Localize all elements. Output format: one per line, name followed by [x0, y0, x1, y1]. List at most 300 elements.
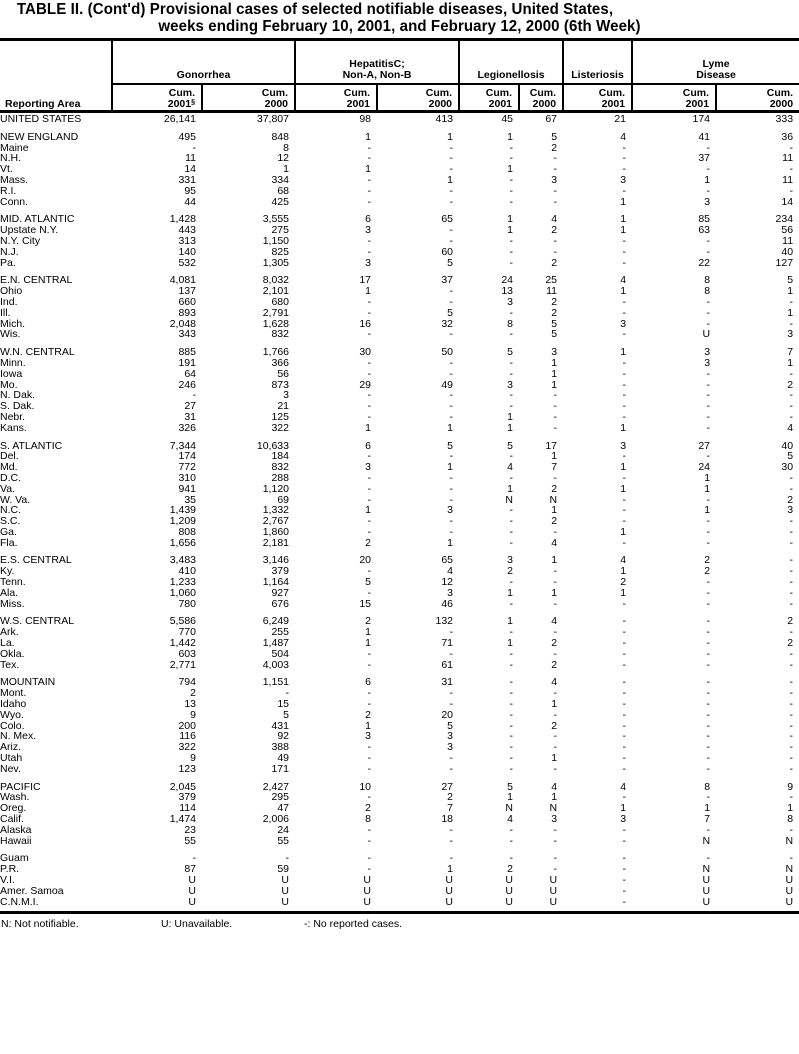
- table-row: [0, 588, 799, 599]
- value-cell: 1: [704, 472, 711, 484]
- value-cell: 1: [447, 462, 454, 473]
- table-row: [0, 225, 799, 236]
- value-cell: -: [706, 852, 711, 865]
- value-cell: 8: [704, 780, 711, 793]
- value-cell: 1,487: [262, 638, 289, 649]
- value-cell: -: [789, 676, 794, 689]
- table-row: [0, 484, 799, 495]
- region-row: [0, 340, 799, 358]
- value-cell: 4,003: [262, 659, 289, 671]
- value-cell: 137: [178, 286, 196, 297]
- value-cell: -: [509, 235, 514, 247]
- value-cell: 1: [507, 792, 514, 804]
- value-cell: -: [706, 731, 711, 743]
- value-cell: -: [192, 142, 196, 154]
- value-cell: -: [706, 709, 711, 721]
- value-cell: -: [553, 472, 558, 484]
- value-cell: 3: [620, 318, 627, 330]
- value-cell: 3: [787, 505, 794, 517]
- value-cell: 1: [620, 422, 627, 434]
- value-cell: -: [192, 390, 196, 402]
- subcolumn-header: [716, 84, 799, 112]
- reporting-area-cell: MOUNTAIN: [0, 676, 56, 689]
- subcolumn-header: [202, 84, 295, 112]
- value-cell: 532: [178, 257, 196, 269]
- subcolumn-year: 2001: [685, 98, 710, 110]
- value-cell: -: [509, 451, 514, 463]
- reporting-area-cell: Mass.: [0, 174, 29, 186]
- value-cell: -: [285, 688, 289, 700]
- value-cell: -: [706, 699, 711, 710]
- value-cell: 30: [781, 462, 794, 473]
- reporting-area-cell: Minn.: [0, 357, 26, 369]
- value-cell: 1: [507, 411, 514, 423]
- value-cell: 5: [551, 318, 558, 330]
- value-cell: 1: [507, 225, 514, 236]
- value-cell: -: [367, 174, 371, 186]
- header-hepatitis-c-line2: Non-A, Non-B: [342, 69, 412, 81]
- value-cell: 4: [787, 422, 794, 434]
- table-row: [0, 197, 799, 208]
- value-cell: -: [706, 422, 711, 434]
- value-cell: 5: [447, 720, 454, 732]
- value-cell: U: [445, 896, 454, 908]
- value-cell: -: [449, 472, 454, 484]
- value-cell: -: [706, 246, 711, 258]
- value-cell: 18: [441, 814, 454, 825]
- value-cell: 1: [787, 803, 794, 815]
- value-cell: -: [622, 379, 627, 391]
- value-cell: 1: [620, 587, 627, 599]
- value-cell: -: [789, 627, 794, 639]
- reporting-area-cell: Utah: [0, 753, 23, 764]
- reporting-area-cell: Mo.: [0, 379, 18, 391]
- region-row: [0, 670, 799, 688]
- value-cell: 1: [447, 174, 454, 186]
- value-cell: 5: [551, 130, 558, 143]
- value-cell: 8: [787, 814, 794, 825]
- subcolumn-year: 2001: [346, 98, 370, 110]
- subcolumn-label: Cum.: [682, 87, 710, 99]
- value-cell: U: [702, 896, 711, 908]
- value-cell: -: [449, 824, 454, 836]
- value-cell: -: [509, 598, 514, 610]
- value-cell: 7: [551, 462, 558, 473]
- value-cell: 1: [507, 213, 514, 226]
- value-cell: 1: [551, 554, 558, 567]
- value-cell: 1: [787, 357, 794, 369]
- reporting-area-cell: Va.: [0, 483, 15, 495]
- value-cell: 37: [441, 274, 454, 287]
- value-cell: -: [706, 763, 711, 775]
- value-cell: 8: [507, 318, 514, 330]
- table-row: [0, 638, 799, 649]
- value-cell: 443: [178, 225, 196, 236]
- value-cell: 15: [277, 699, 289, 710]
- value-cell: -: [367, 824, 371, 836]
- value-cell: -: [789, 699, 794, 710]
- value-cell: 333: [775, 113, 794, 125]
- value-cell: 413: [435, 113, 454, 125]
- reporting-area-cell: Amer. Samoa: [0, 885, 64, 897]
- value-cell: U: [281, 875, 289, 886]
- table-row: [0, 380, 799, 391]
- value-cell: 334: [271, 174, 289, 186]
- reporting-area-cell: D.C.: [0, 472, 21, 484]
- reporting-area-cell: La.: [0, 638, 15, 649]
- value-cell: -: [789, 648, 794, 660]
- value-cell: 9: [787, 780, 794, 793]
- value-cell: 27: [184, 401, 196, 412]
- value-cell: 495: [178, 130, 196, 143]
- value-cell: -: [622, 357, 627, 369]
- reporting-area-cell: Del.: [0, 451, 19, 463]
- value-cell: -: [789, 526, 794, 538]
- footnote-marker: §: [191, 99, 195, 106]
- reporting-area-cell: E.N. CENTRAL: [0, 274, 73, 287]
- value-cell: -: [622, 494, 627, 506]
- value-cell: U: [785, 896, 794, 908]
- value-cell: -: [367, 411, 371, 423]
- value-cell: 5: [507, 346, 514, 358]
- value-cell: -: [509, 185, 514, 197]
- value-cell: 68: [277, 185, 289, 197]
- value-cell: U: [549, 875, 558, 886]
- value-cell: 2: [704, 566, 711, 578]
- table-footnotes: [0, 914, 799, 930]
- value-cell: 125: [271, 411, 289, 423]
- value-cell: 275: [271, 225, 289, 236]
- value-cell: U: [702, 875, 711, 886]
- value-cell: -: [285, 852, 289, 865]
- value-cell: 1: [365, 130, 371, 143]
- table-row: [0, 358, 799, 369]
- table-row: [0, 875, 799, 886]
- value-cell: 1: [365, 505, 371, 517]
- value-cell: 2,427: [262, 780, 289, 793]
- value-cell: -: [789, 709, 794, 721]
- value-cell: 24: [698, 462, 711, 473]
- value-cell: -: [509, 257, 514, 269]
- value-cell: 1,209: [169, 516, 196, 527]
- reporting-area-cell: Guam: [0, 852, 29, 865]
- value-cell: -: [622, 676, 627, 689]
- reporting-area-cell: Nebr.: [0, 411, 26, 423]
- value-cell: -: [789, 411, 794, 423]
- reporting-area-cell: N. Dak.: [0, 390, 36, 402]
- value-cell: U: [281, 885, 289, 897]
- value-cell: 50: [441, 346, 454, 358]
- value-cell: -: [367, 852, 371, 865]
- value-cell: -: [622, 598, 627, 610]
- value-cell: 56: [781, 225, 794, 236]
- table-row: [0, 710, 799, 721]
- value-cell: 2: [551, 142, 558, 154]
- value-cell: 127: [775, 257, 794, 269]
- value-cell: 25: [545, 274, 558, 287]
- value-cell: 794: [178, 676, 196, 689]
- value-cell: 191: [178, 357, 196, 369]
- value-cell: -: [553, 648, 558, 660]
- value-cell: N: [549, 494, 558, 506]
- reporting-area-cell: C.N.M.I.: [0, 896, 39, 908]
- value-cell: 3: [365, 731, 371, 743]
- value-cell: -: [706, 401, 711, 412]
- value-cell: 1: [507, 130, 514, 143]
- value-cell: 2,791: [262, 307, 289, 319]
- value-cell: -: [509, 537, 514, 549]
- value-cell: N: [785, 835, 794, 847]
- value-cell: 55: [277, 835, 289, 847]
- value-cell: -: [509, 659, 514, 671]
- value-cell: 234: [775, 213, 794, 226]
- reporting-area-cell: UNITED STATES: [0, 113, 82, 125]
- table-row: [0, 412, 799, 423]
- table-row: [0, 792, 799, 803]
- value-cell: -: [622, 763, 627, 775]
- value-cell: -: [367, 235, 371, 247]
- table-row: [0, 566, 799, 577]
- table-row: [0, 175, 799, 186]
- value-cell: 140: [178, 246, 196, 258]
- value-cell: 3: [447, 742, 454, 754]
- value-cell: -: [622, 390, 627, 402]
- value-cell: 61: [441, 659, 454, 671]
- value-cell: -: [367, 699, 371, 710]
- value-cell: 1: [704, 505, 711, 517]
- value-cell: 603: [178, 648, 196, 660]
- value-cell: -: [509, 307, 514, 319]
- reporting-area-cell: V.I.: [0, 875, 15, 886]
- reporting-area-cell: Ky.: [0, 566, 15, 578]
- value-cell: 1: [447, 422, 454, 434]
- reporting-area-cell: P.R.: [0, 864, 20, 875]
- value-cell: 1,442: [169, 638, 196, 649]
- value-cell: -: [622, 792, 627, 804]
- value-cell: U: [702, 329, 711, 341]
- value-cell: 132: [435, 615, 454, 628]
- value-cell: 21: [614, 113, 627, 125]
- value-cell: 21: [277, 401, 289, 412]
- value-cell: -: [706, 676, 711, 689]
- table-row: [0, 836, 799, 847]
- value-cell: 8,032: [262, 274, 289, 287]
- value-cell: 9: [190, 753, 196, 764]
- value-cell: -: [622, 411, 627, 423]
- value-cell: -: [706, 742, 711, 754]
- value-cell: 1: [620, 286, 627, 297]
- value-cell: -: [449, 526, 454, 538]
- value-cell: -: [789, 554, 794, 567]
- subcolumn-year: 2000: [769, 98, 794, 110]
- value-cell: -: [449, 225, 454, 236]
- value-cell: -: [622, 451, 627, 463]
- reporting-area-cell: W.S. CENTRAL: [0, 615, 75, 628]
- value-cell: 2: [551, 638, 558, 649]
- value-cell: -: [509, 526, 514, 538]
- value-cell: 873: [271, 379, 289, 391]
- header-lyme-disease: [632, 40, 799, 85]
- reporting-area-cell: Wyo.: [0, 709, 24, 721]
- value-cell: U: [505, 885, 514, 897]
- value-cell: 98: [359, 113, 371, 125]
- value-cell: -: [622, 648, 627, 660]
- value-cell: -: [706, 142, 711, 154]
- value-cell: -: [449, 296, 454, 308]
- value-cell: -: [367, 329, 371, 341]
- total-row: [0, 112, 799, 125]
- value-cell: -: [789, 659, 794, 671]
- value-cell: -: [706, 390, 711, 402]
- table-row: [0, 649, 799, 660]
- value-cell: -: [367, 494, 371, 506]
- value-cell: -: [367, 483, 371, 495]
- value-cell: -: [789, 792, 794, 804]
- header-lyme-line2: Disease: [696, 69, 736, 81]
- value-cell: -: [706, 494, 711, 506]
- reporting-area-cell: Ind.: [0, 296, 18, 308]
- value-cell: 825: [271, 246, 289, 258]
- table-row: [0, 286, 799, 297]
- value-cell: 848: [271, 130, 289, 143]
- value-cell: 4: [620, 780, 627, 793]
- value-cell: -: [449, 235, 454, 247]
- value-cell: -: [706, 688, 711, 700]
- value-cell: 8: [704, 274, 711, 287]
- table-row: [0, 401, 799, 412]
- reporting-area-cell: Ill.: [0, 307, 11, 319]
- value-cell: 1: [365, 422, 371, 434]
- value-cell: 3: [447, 731, 454, 743]
- value-cell: 1: [551, 753, 558, 764]
- value-cell: -: [789, 368, 794, 380]
- value-cell: -: [789, 731, 794, 743]
- table-row: [0, 721, 799, 732]
- value-cell: 1: [365, 627, 371, 639]
- value-cell: 5,586: [169, 615, 196, 628]
- value-cell: 770: [178, 627, 196, 639]
- reporting-area-cell: Kans.: [0, 422, 27, 434]
- value-cell: U: [702, 885, 711, 897]
- reporting-area-cell: Mont.: [0, 688, 27, 700]
- value-cell: 174: [692, 113, 711, 125]
- value-cell: -: [622, 401, 627, 412]
- value-cell: -: [789, 401, 794, 412]
- value-cell: -: [509, 824, 514, 836]
- value-cell: 13: [184, 699, 196, 710]
- value-cell: 2: [787, 494, 794, 506]
- table-row: [0, 473, 799, 484]
- reporting-area-cell: N.C.: [0, 505, 21, 517]
- value-cell: 12: [441, 577, 454, 588]
- reporting-area-cell: Fla.: [0, 537, 18, 549]
- value-cell: 5: [507, 439, 514, 452]
- value-cell: -: [553, 598, 558, 610]
- value-cell: 60: [441, 246, 454, 258]
- table-row: [0, 897, 799, 908]
- value-cell: U: [363, 885, 371, 897]
- value-cell: 5: [447, 257, 454, 269]
- value-cell: -: [449, 451, 454, 463]
- value-cell: -: [509, 329, 514, 341]
- value-cell: U: [188, 875, 196, 886]
- value-cell: -: [789, 753, 794, 764]
- reporting-area-cell: N.H.: [0, 153, 21, 165]
- value-cell: -: [509, 577, 514, 588]
- value-cell: -: [553, 742, 558, 754]
- value-cell: 3: [507, 296, 514, 308]
- value-cell: -: [367, 153, 371, 165]
- value-cell: 29: [359, 379, 371, 391]
- table-row: [0, 688, 799, 699]
- value-cell: -: [553, 411, 558, 423]
- table-row: [0, 390, 799, 401]
- value-cell: N: [702, 864, 711, 875]
- value-cell: 1,120: [262, 483, 289, 495]
- value-cell: -: [449, 648, 454, 660]
- table-row: [0, 369, 799, 380]
- value-cell: -: [509, 753, 514, 764]
- value-cell: 45: [501, 113, 514, 125]
- value-cell: -: [509, 688, 514, 700]
- value-cell: 1: [704, 803, 711, 815]
- value-cell: -: [367, 526, 371, 538]
- value-cell: 288: [271, 472, 289, 484]
- subcolumn-label: Cum.: [766, 87, 794, 99]
- value-cell: 14: [781, 196, 794, 208]
- value-cell: U: [445, 875, 454, 886]
- value-cell: -: [706, 516, 711, 527]
- value-cell: U: [363, 875, 371, 886]
- value-cell: 41: [698, 130, 711, 143]
- value-cell: 63: [698, 225, 711, 236]
- value-cell: -: [553, 852, 558, 865]
- value-cell: 14: [184, 164, 196, 175]
- value-cell: 32: [441, 318, 454, 330]
- value-cell: 832: [271, 462, 289, 473]
- value-cell: -: [622, 896, 627, 908]
- value-cell: -: [706, 296, 711, 308]
- value-cell: -: [509, 852, 514, 865]
- value-cell: 1: [620, 196, 627, 208]
- value-cell: 1: [365, 638, 371, 649]
- value-cell: 3: [507, 379, 514, 391]
- value-cell: -: [622, 720, 627, 732]
- value-cell: -: [509, 357, 514, 369]
- value-cell: -: [622, 835, 627, 847]
- value-cell: 1: [551, 368, 558, 380]
- value-cell: 2: [551, 257, 558, 269]
- value-cell: -: [509, 742, 514, 754]
- value-cell: -: [789, 516, 794, 527]
- value-cell: -: [449, 753, 454, 764]
- table-row: [0, 153, 799, 164]
- value-cell: 772: [178, 462, 196, 473]
- value-cell: -: [509, 699, 514, 710]
- table-row: [0, 753, 799, 764]
- value-cell: -: [706, 638, 711, 649]
- value-cell: 3: [704, 357, 711, 369]
- table-row: [0, 527, 799, 538]
- value-cell: 49: [277, 753, 289, 764]
- reporting-area-cell: Hawaii: [0, 835, 32, 847]
- value-cell: -: [622, 688, 627, 700]
- value-cell: -: [553, 627, 558, 639]
- value-cell: 2: [551, 307, 558, 319]
- value-cell: -: [622, 142, 627, 154]
- value-cell: 36: [781, 130, 794, 143]
- value-cell: 1: [283, 164, 289, 175]
